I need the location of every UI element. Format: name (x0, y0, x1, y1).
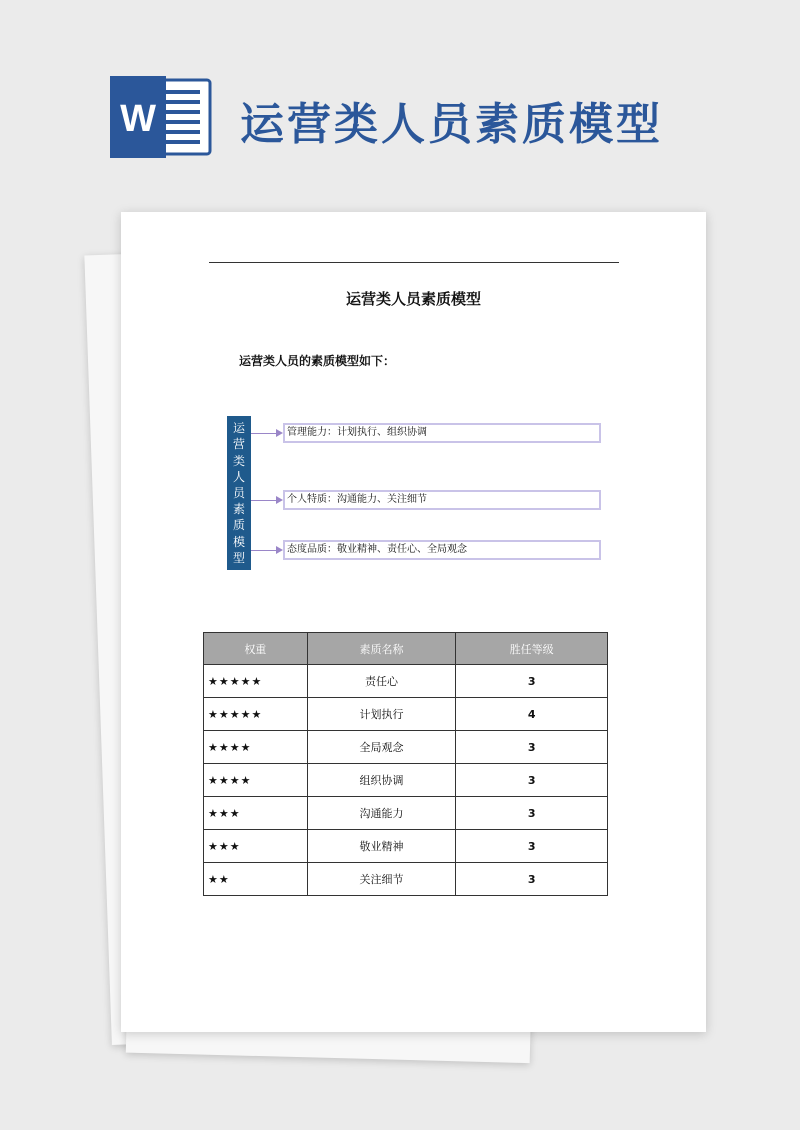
level-cell: 3 (456, 863, 608, 896)
document-title: 运营类人员素质模型 (345, 290, 481, 308)
model-branch-box: 个人特质：沟通能力、关注细节 (283, 490, 601, 510)
weight-cell: ★★★★★ (204, 665, 308, 698)
header-title: 运营类人员素质模型 (240, 99, 663, 150)
branch-arrow (251, 433, 277, 434)
name-cell: 责任心 (307, 665, 456, 698)
table-row (204, 731, 608, 764)
name-cell: 敬业精神 (307, 830, 456, 863)
model-root-char: 运 (232, 421, 245, 436)
table-row (204, 698, 608, 731)
level-cell: 3 (456, 797, 608, 830)
level-cell: 3 (456, 731, 608, 764)
level-cell: 3 (456, 830, 608, 863)
weight-cell: ★★★★ (204, 731, 308, 764)
table-row (204, 764, 608, 797)
name-cell: 关注细节 (307, 863, 456, 896)
weight-cell: ★★★★ (204, 764, 308, 797)
weight-cell: ★★★ (204, 797, 308, 830)
table-row (204, 665, 608, 698)
column-header-level: 胜任等级 (456, 633, 608, 665)
weight-cell: ★★ (204, 863, 308, 896)
model-root-box (227, 416, 251, 570)
model-branch-box: 态度品质：敬业精神、责任心、全局观念 (283, 540, 601, 560)
table-row (204, 863, 608, 896)
document-page (121, 212, 706, 1032)
competency-table (203, 632, 608, 896)
model-root-char: 型 (232, 550, 245, 565)
weight-cell: ★★★ (204, 830, 308, 863)
model-root-char: 类 (232, 453, 245, 468)
table-row (204, 830, 608, 863)
column-header-weight: 权重 (204, 633, 308, 665)
table-header-row (204, 633, 608, 665)
model-root-char: 营 (232, 437, 245, 452)
level-cell: 3 (456, 764, 608, 797)
name-cell: 计划执行 (307, 698, 456, 731)
name-cell: 沟通能力 (307, 797, 456, 830)
intro-text: 运营类人员的素质模型如下： (239, 354, 396, 368)
weight-cell: ★★★★★ (204, 698, 308, 731)
header-rule (209, 262, 619, 263)
word-icon (110, 76, 212, 158)
model-root-char: 人 (232, 469, 245, 484)
name-cell: 全局观念 (307, 731, 456, 764)
model-root-char: 素 (232, 502, 245, 517)
model-root-char: 模 (232, 534, 245, 549)
level-cell: 3 (456, 665, 608, 698)
model-root-char: 员 (232, 485, 245, 500)
svg-text:W: W (120, 98, 156, 140)
table-row (204, 797, 608, 830)
model-root-char: 质 (232, 518, 245, 533)
column-header-name: 素质名称 (307, 633, 456, 665)
level-cell: 4 (456, 698, 608, 731)
branch-arrow (251, 500, 277, 501)
branch-arrow (251, 550, 277, 551)
name-cell: 组织协调 (307, 764, 456, 797)
model-branch-box: 管理能力：计划执行、组织协调 (283, 423, 601, 443)
